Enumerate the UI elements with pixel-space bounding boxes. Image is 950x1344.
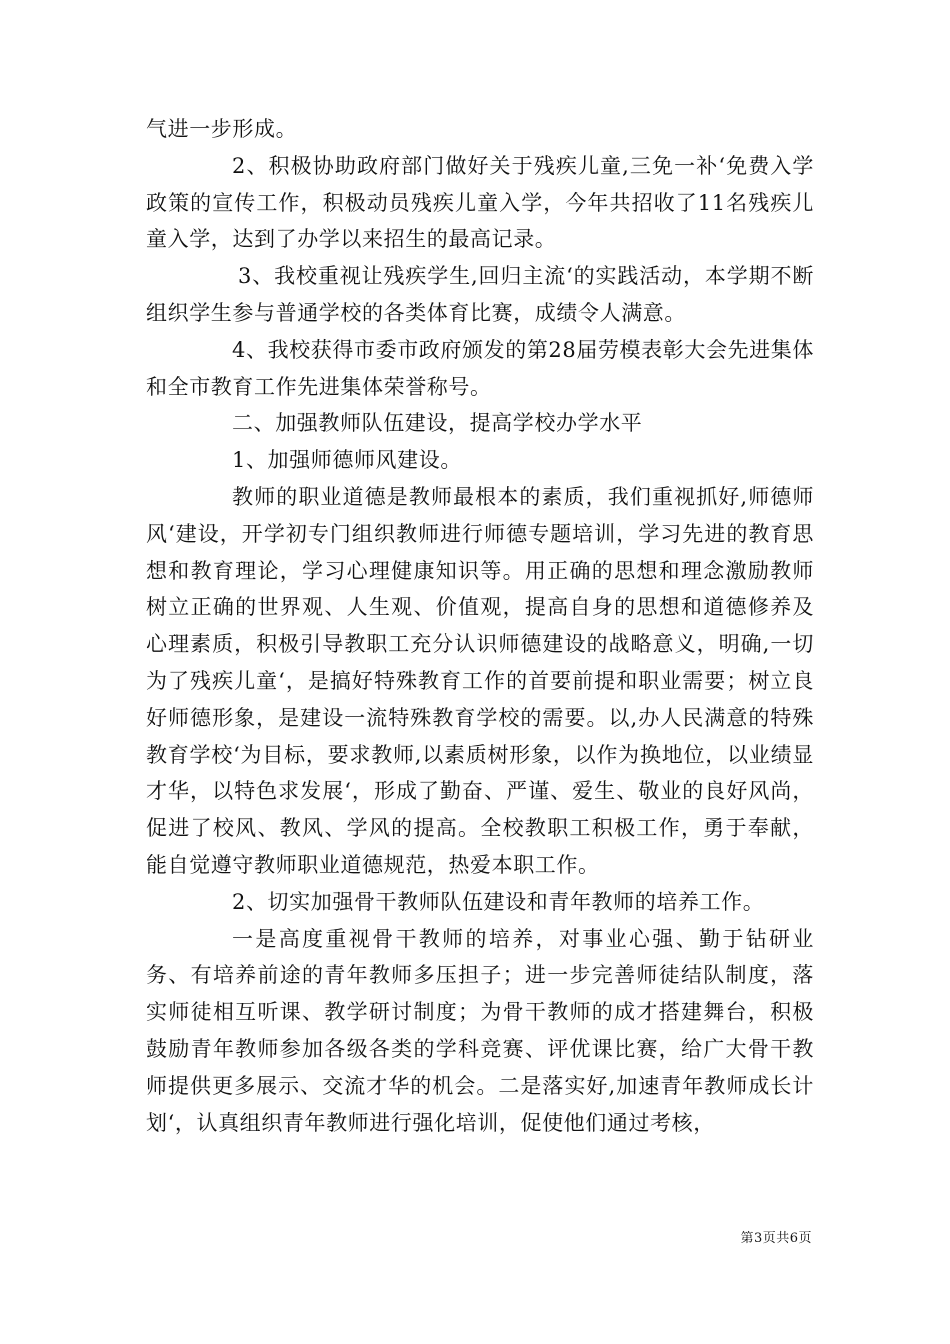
paragraph-item-2: 2、积极协助政府部门做好关于残疾儿童,三免一补‘免费入学政策的宣传工作，积极动员残疾儿童入学，今年共招收了11名残疾儿童入学，达到了办学以来招生的最高记录。 — [146, 153, 814, 252]
page-footer — [0, 1227, 950, 1246]
subsection-heading-2: 2、切实加强骨干教师队伍建设和青年教师的培养工作。 — [232, 889, 765, 914]
page-number: 第3页共6页 — [740, 1231, 812, 1246]
paragraph-item-4: 4、我校获得市委市政府颁发的第28届劳模表彰大会先进集体和全市教育工作先进集体荣誉称号。 — [146, 337, 814, 399]
paragraph-continuation: 气进一步形成。 — [146, 117, 298, 141]
document-body — [146, 111, 814, 1141]
section-heading-2: 二、加强教师队伍建设，提高学校办学水平 — [232, 411, 643, 436]
paragraph-teacher-ethics: 教师的职业道德是教师最根本的素质，我们重视抓好,师德师风‘建设，开学初专门组织教师进行师德专题培训，学习先进的教育思想和教育理论，学习心理健康知识等。用正确的思想和理念激励教师树立正确的世界观、人生观、价值观，提高自身的思想和道德修养及心理素质，积极引导教职工充分认识师德建设的战略意义，明确,一切为了残疾儿童‘，是搞好特殊教育工作的首要前提和职业需要；树立良好师德形象，是建设一流特殊教育学校的需要。以,办人民满意的特殊教育学校‘为目标，要求教师,以素质树形象，以作为换地位，以业绩显才华，以特色求发展‘，形成了勤奋、严谨、爱生、敬业的良好风尚，促进了校风、教风、学风的提高。全校教职工积极工作，勇于奉献，能自觉遵守教师职业道德规范，热爱本职工作。 — [146, 484, 814, 877]
subsection-heading-1: 1、加强师德师风建设。 — [232, 448, 462, 473]
paragraph-backbone-teachers: 一是高度重视骨干教师的培养，对事业心强、勤于钻研业务、有培养前途的青年教师多压担子；进一步完善师徒结队制度，落实师徒相互听课、教学研讨制度；为骨干教师的成才搭建舞台，积极鼓励青年教师参加各级各类的学科竞赛、评优课比赛，给广大骨干教师提供更多展示、交流才华的机会。二是落实好,加速青年教师成长计划‘，认真组织青年教师进行强化培训，促使他们通过考核， — [146, 926, 814, 1135]
paragraph-item-3: 3、我校重视让残疾学生,回归主流‘的实践活动，本学期不断组织学生参与普通学校的各类体育比赛，成绩令人满意。 — [146, 264, 814, 325]
